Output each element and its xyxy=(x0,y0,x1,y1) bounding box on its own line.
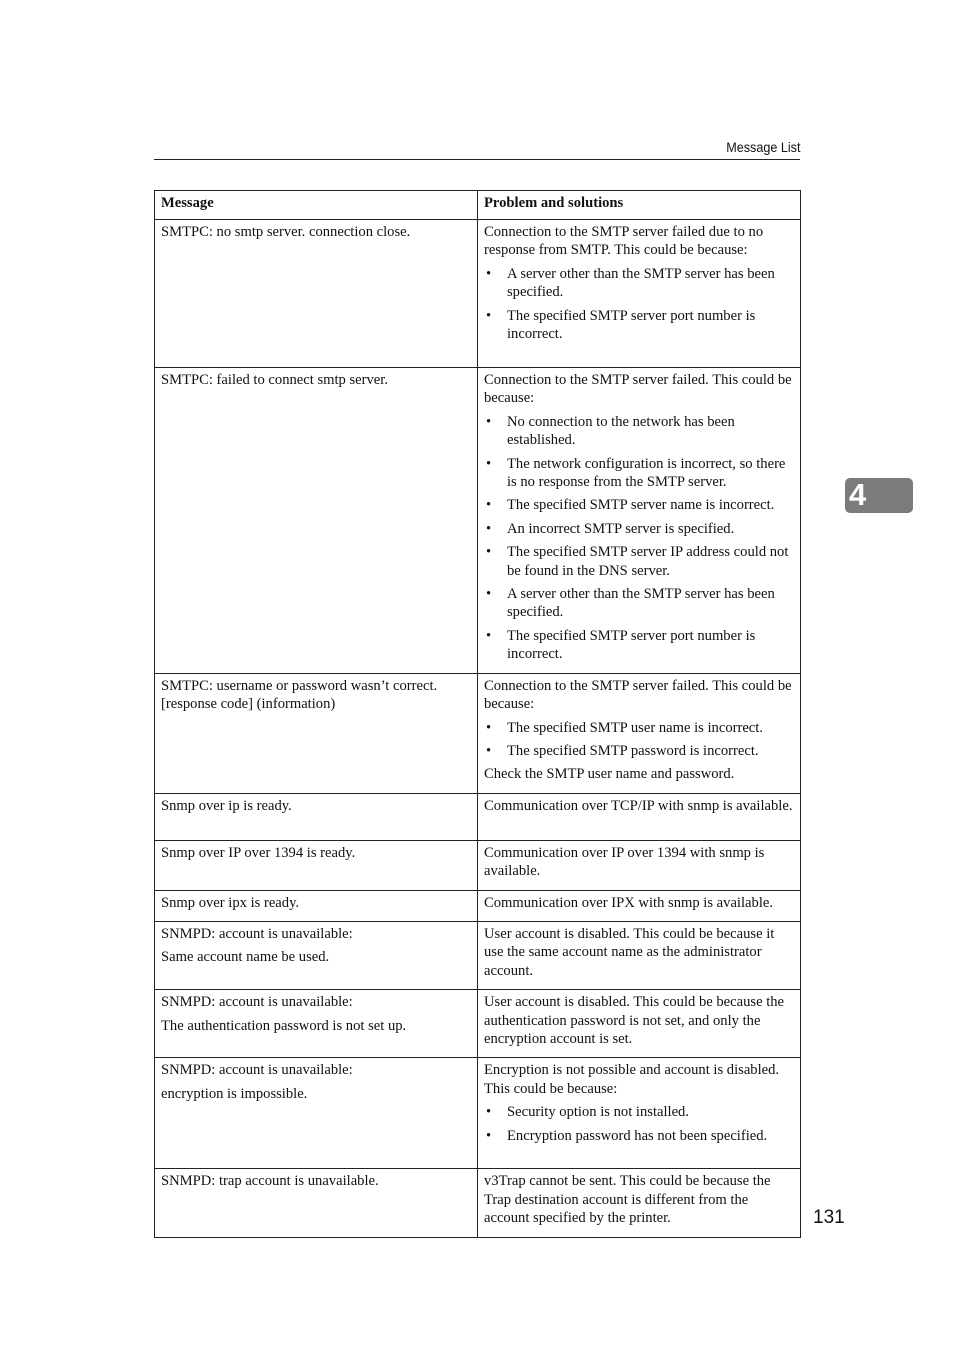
problem-text: v3Trap cannot be sent. This could be because the Trap destination account is different from the account specified by the printer. xyxy=(484,1173,771,1227)
bullet-item: • An incorrect SMTP server is specified. xyxy=(484,520,795,538)
bullet-item: • Encryption password has not been specified. xyxy=(484,1127,795,1145)
chapter-number: 4 xyxy=(849,477,867,512)
problem-cell xyxy=(478,793,801,840)
table-row xyxy=(155,368,801,674)
section-title: Message List xyxy=(725,139,800,155)
bullet-item: • The network configuration is incorrect, so there is no response from the SMTP server. xyxy=(484,455,795,492)
message-cell xyxy=(155,890,478,921)
page-number: 131 xyxy=(813,1207,845,1228)
problem-cell xyxy=(478,840,801,890)
bullet-item: • The specified SMTP server IP address could not be found in the DNS server. xyxy=(484,543,795,580)
message-text: SMTPC: no smtp server. connection close. xyxy=(161,224,411,240)
problem-text: Communication over IPX with snmp is available. xyxy=(484,894,773,911)
problem-text: Communication over IP over 1394 with snmp is available. xyxy=(484,844,765,880)
bullet-list xyxy=(484,719,795,761)
message-text: The authentication password is not set up. xyxy=(161,1017,407,1034)
problem-text: Connection to the SMTP server failed. This could be because: xyxy=(484,677,792,713)
bullet-item: • A server other than the SMTP server has been specified. xyxy=(484,265,795,302)
problem-text: Connection to the SMTP server failed. This could be because: xyxy=(484,372,792,407)
column-header-problem: Problem and solutions xyxy=(478,191,801,220)
message-text: Snmp over ip is ready. xyxy=(161,797,292,814)
table-row xyxy=(155,890,801,921)
bullet-item: • The specified SMTP server port number is incorrect. xyxy=(484,627,795,664)
bullet-item: • The specified SMTP server port number is incorrect. xyxy=(484,307,795,344)
table-header-row xyxy=(155,191,801,220)
message-text: encryption is impossible. xyxy=(161,1085,308,1102)
table-row xyxy=(155,1169,801,1237)
bullet-item: • The specified SMTP password is incorrect. xyxy=(484,742,795,760)
message-cell xyxy=(155,990,478,1058)
table-row xyxy=(155,673,801,793)
problem-cell xyxy=(478,990,801,1058)
problem-cell xyxy=(478,890,801,921)
message-cell xyxy=(155,673,478,793)
bullet-item: • The specified SMTP server name is incorrect. xyxy=(484,496,795,514)
message-text: SMTPC: username or password wasn’t correct. [response code] (information) xyxy=(161,677,438,713)
message-cell xyxy=(155,921,478,989)
column-header-message: Message xyxy=(155,191,478,220)
message-text: SNMPD: account is unavailable: xyxy=(161,994,353,1011)
problem-cell xyxy=(478,1169,801,1237)
message-cell xyxy=(155,1169,478,1237)
chapter-tab xyxy=(845,478,913,513)
problem-text: User account is disabled. This could be because it use the same account name as the administrator account. xyxy=(484,925,775,979)
bullet-item: • No connection to the network has been established. xyxy=(484,413,795,450)
problem-text: Check the SMTP user name and password. xyxy=(484,766,735,783)
table-row xyxy=(155,921,801,989)
message-text: Same account name be used. xyxy=(161,949,330,966)
problem-text: User account is disabled. This could be because the authentication password is not set, and only the encryption account is set. xyxy=(484,994,785,1047)
message-cell xyxy=(155,840,478,890)
table-row xyxy=(155,1058,801,1169)
message-text: SNMPD: trap account is unavailable. xyxy=(161,1173,379,1190)
bullet-list xyxy=(484,413,795,664)
message-text: Snmp over IP over 1394 is ready. xyxy=(161,844,356,861)
table-row xyxy=(155,220,801,368)
problem-cell xyxy=(478,673,801,793)
problem-cell xyxy=(478,220,801,368)
problem-text: Connection to the SMTP server failed due to no response from SMTP. This could be because: xyxy=(484,224,764,259)
message-text: SNMPD: account is unavailable: xyxy=(161,1062,353,1079)
bullet-list xyxy=(484,265,795,344)
bullet-item: • A server other than the SMTP server has been specified. xyxy=(484,585,795,622)
message-table xyxy=(154,190,801,1238)
bullet-item: • Security option is not installed. xyxy=(484,1103,795,1121)
message-cell xyxy=(155,220,478,368)
problem-cell xyxy=(478,1058,801,1169)
table-row xyxy=(155,793,801,840)
running-header xyxy=(154,138,800,160)
message-text: Snmp over ipx is ready. xyxy=(161,894,300,911)
table-row xyxy=(155,840,801,890)
message-cell xyxy=(155,1058,478,1169)
problem-cell xyxy=(478,368,801,674)
bullet-list xyxy=(484,1103,795,1145)
problem-cell xyxy=(478,921,801,989)
message-text: SMTPC: failed to connect smtp server. xyxy=(161,372,388,388)
problem-text: Communication over TCP/IP with snmp is available. xyxy=(484,797,793,814)
problem-text: Encryption is not possible and account is disabled. This could be because: xyxy=(484,1062,780,1097)
table-body xyxy=(155,220,801,1238)
bullet-item: • The specified SMTP user name is incorrect. xyxy=(484,719,795,737)
message-cell xyxy=(155,793,478,840)
message-cell xyxy=(155,368,478,674)
message-text: SNMPD: account is unavailable: xyxy=(161,925,353,942)
table-row xyxy=(155,990,801,1058)
